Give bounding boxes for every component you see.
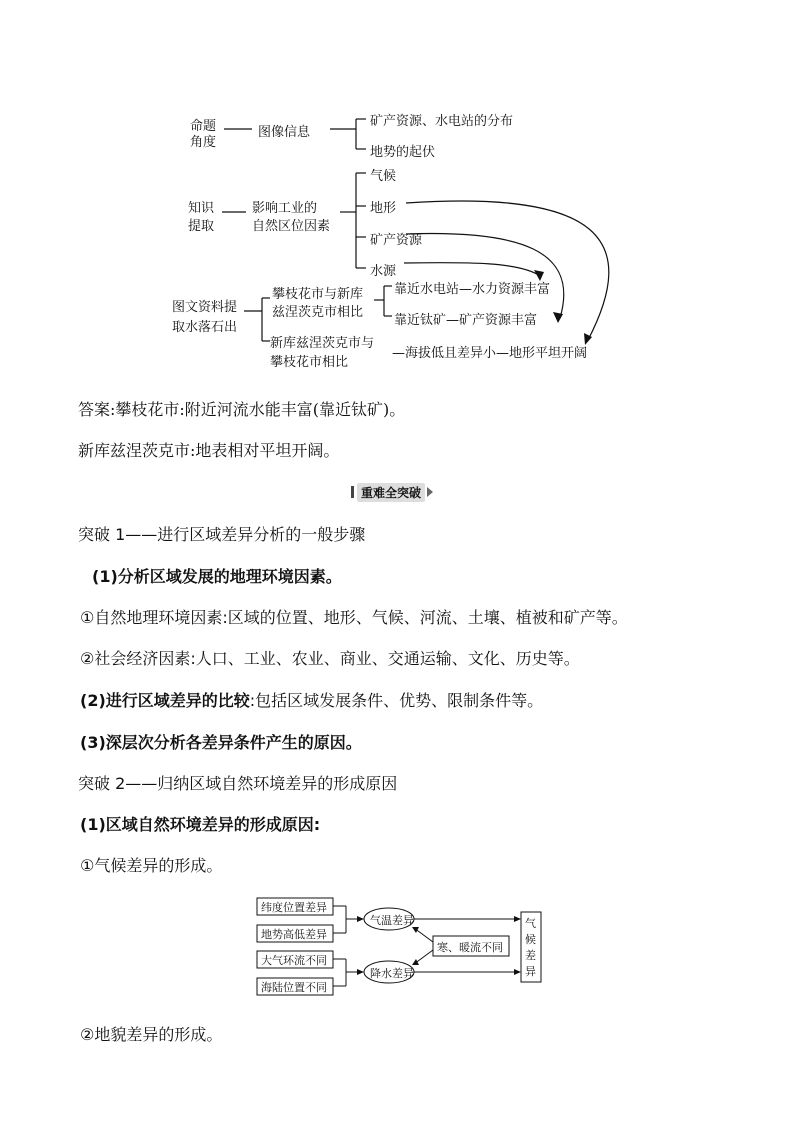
answer-line-2: 新库兹涅茨克市:地表相对平坦开阔。 bbox=[78, 441, 340, 460]
label-factors-1: 影响工业的 bbox=[252, 201, 318, 216]
breakthrough-1-item-2-bold: (2)进行区域差异的比较 bbox=[80, 691, 250, 710]
label-topic-angle-1: 命题 bbox=[190, 119, 217, 134]
result-char-1: 气 bbox=[525, 917, 536, 930]
box-circulation: 大气环流不同 bbox=[261, 954, 327, 967]
box-ocean-currents: 寒、暖流不同 bbox=[437, 941, 503, 954]
label-knowledge-1: 知识 bbox=[188, 201, 215, 216]
label-extract-2: 取水落石出 bbox=[172, 320, 238, 335]
label-factors-2: 自然区位因素 bbox=[252, 219, 331, 234]
breakthrough-2-title: 突破 2——归纳区域自然环境差异的形成原因 bbox=[78, 774, 398, 793]
label-compare2-2: 攀枝花市相比 bbox=[270, 355, 349, 370]
result-char-3: 差 bbox=[525, 949, 536, 962]
label-compare1-1: 攀枝花市与新库 bbox=[272, 287, 364, 302]
breakthrough-2-item-1a: ①气候差异的形成。 bbox=[80, 856, 223, 875]
breakthrough-1-item-2-rest: :包括区域发展条件、优势、限制条件等。 bbox=[249, 691, 544, 710]
label-water: 水源 bbox=[370, 264, 397, 279]
breakthrough-1-item-1: (1)分析区域发展的地理环境因素。 bbox=[92, 567, 342, 586]
label-terrain-relief: 地势的起伏 bbox=[370, 145, 436, 160]
breakthrough-1-title: 突破 1——进行区域差异分析的一般步骤 bbox=[78, 525, 366, 544]
breakthrough-2-item-1b: ②地貌差异的形成。 bbox=[80, 1025, 223, 1044]
box-latitude: 纬度位置差异 bbox=[261, 901, 327, 914]
label-landform: 地形 bbox=[370, 201, 397, 216]
label-topic-angle-2: 角度 bbox=[190, 135, 217, 150]
label-climate: 气候 bbox=[370, 169, 397, 184]
breakthrough-1-item-1b: ②社会经济因素:人口、工业、农业、商业、交通运输、文化、历史等。 bbox=[80, 649, 580, 668]
badge-label: 重难全突破 bbox=[357, 483, 425, 502]
oval-temperature: 气温差异 bbox=[370, 914, 414, 927]
label-compare1-2: 兹涅茨克市相比 bbox=[272, 305, 364, 320]
answer-line-1: 答案:攀枝花市:附近河流水能丰富(靠近钛矿)。 bbox=[78, 400, 406, 419]
label-extract-1: 图文资料提 bbox=[172, 300, 238, 315]
result-char-4: 异 bbox=[525, 965, 536, 978]
label-mineral-distribution: 矿产资源、水电站的分布 bbox=[370, 114, 514, 129]
label-result-hydro: 靠近水电站—水力资源丰富 bbox=[394, 282, 551, 297]
label-image-info: 图像信息 bbox=[258, 125, 311, 140]
label-result-flat: —海拔低且差异小—地形平坦开阔 bbox=[392, 346, 588, 361]
label-knowledge-2: 提取 bbox=[188, 219, 215, 234]
box-land-sea: 海陆位置不同 bbox=[261, 981, 327, 994]
result-char-2: 候 bbox=[525, 933, 536, 946]
breakthrough-1-item-3: (3)深层次分析各差异条件产生的原因。 bbox=[80, 733, 362, 752]
breakthrough-1-item-1a: ①自然地理环境因素:区域的位置、地形、气候、河流、土壤、植被和矿产等。 bbox=[80, 608, 628, 627]
breakthrough-2-item-1: (1)区域自然环境差异的形成原因: bbox=[80, 815, 321, 834]
oval-precipitation: 降水差异 bbox=[370, 967, 414, 980]
label-minerals: 矿产资源 bbox=[370, 233, 423, 248]
label-compare2-1: 新库兹涅茨克市与 bbox=[270, 336, 375, 351]
box-terrain-height: 地势高低差异 bbox=[261, 928, 327, 941]
label-result-titanium: 靠近钛矿—矿产资源丰富 bbox=[394, 313, 538, 328]
